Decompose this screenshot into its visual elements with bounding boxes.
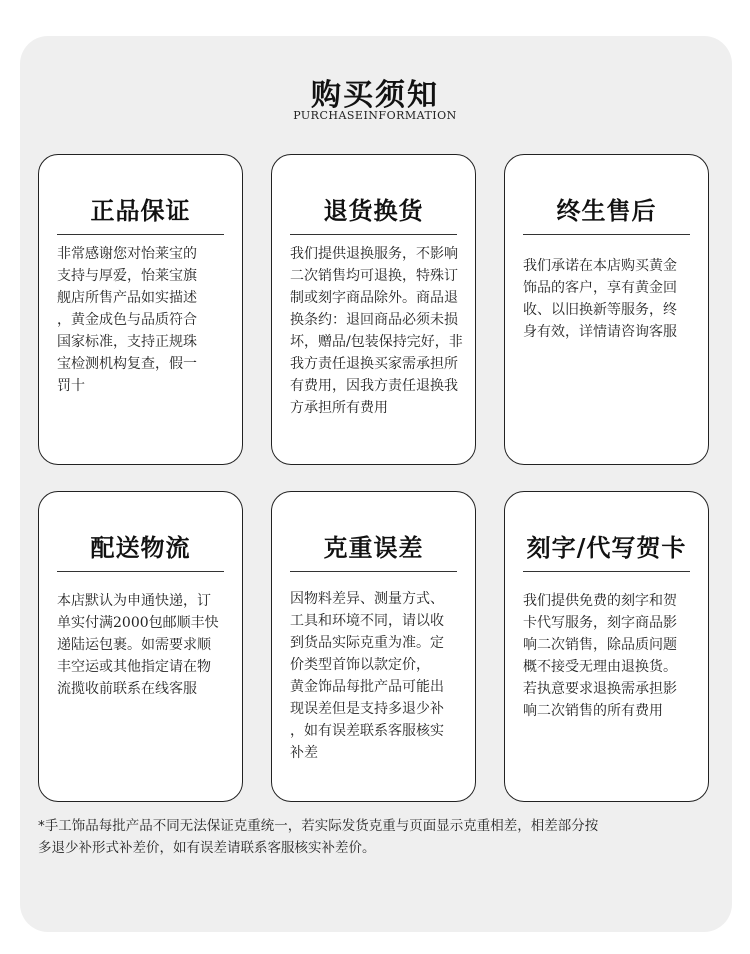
card-return-exchange: [271, 154, 476, 465]
card-engraving-greeting-card: [504, 491, 709, 802]
card-body: 我们提供免费的刻字和贺 卡代写服务，刻字商品影 响二次销售，除品质问题 概不接受无理由退换货。 若执意要求退换需承担影 响二次销售的所有费用: [523, 593, 677, 719]
footnote: *手工饰品每批产品不同无法保证克重统一，若实际发货克重与页面显示克重相差，相差部分按 多退少补形式补差价，如有误差请联系客服核实补差价。: [38, 818, 599, 856]
card-title: 刻字/代写贺卡: [526, 533, 687, 562]
page-subtitle: PURCHASEINFORMATION: [293, 109, 457, 122]
card-authentic-guarantee: [38, 154, 243, 465]
card-lifetime-service: [504, 154, 709, 465]
card-divider: [523, 234, 690, 235]
card-divider: [523, 571, 690, 572]
card-title: 退货换货: [323, 196, 424, 225]
card-divider: [57, 571, 224, 572]
card-body: 我们提供退换服务，不影响 二次销售均可退换，特殊订 制或刻字商品除外。商品退 换条约：退回商品必须未损 坏，赠品/包装保持完好，非 我方责任退换买家需承担所 有费用，因我方责任退换我 方承担所有费用: [290, 246, 463, 416]
card-title: 正品保证: [90, 196, 191, 225]
card-body: 非常感谢您对怡莱宝的 支持与厚爱，怡莱宝旗 舰店所售产品如实描述 ，黄金成色与品质符合 国家标准，支持正规珠 宝检测机构复查，假一 罚十: [57, 246, 197, 394]
card-divider: [290, 571, 457, 572]
card-divider: [57, 234, 224, 235]
card-body: 因物料差异、测量方式、 工具和环境不同，请以收 到货品实际克重为准。定 价类型首饰以款定价， 黄金饰品每批产品可能出 现误差但是支持多退少补 ，如有误差联系客服核实 补差: [290, 591, 444, 761]
card-body: 我们承诺在本店购买黄金 饰品的客户，享有黄金回 收、以旧换新等服务，终 身有效，详情请咨询客服: [523, 258, 677, 340]
card-title: 终生售后: [556, 196, 657, 225]
card-delivery-logistics: [38, 491, 243, 802]
page-title: 购买须知: [311, 78, 439, 113]
card-title: 克重误差: [323, 533, 424, 562]
card-body: 本店默认为申通快递，订 单实付满2000包邮顺丰快 递陆运包裹。如需要求顺 丰空运或其他指定请在物 流揽收前联系在线客服: [57, 593, 219, 697]
card-divider: [290, 234, 457, 235]
card-weight-tolerance: [271, 491, 476, 802]
card-title: 配送物流: [90, 533, 191, 562]
